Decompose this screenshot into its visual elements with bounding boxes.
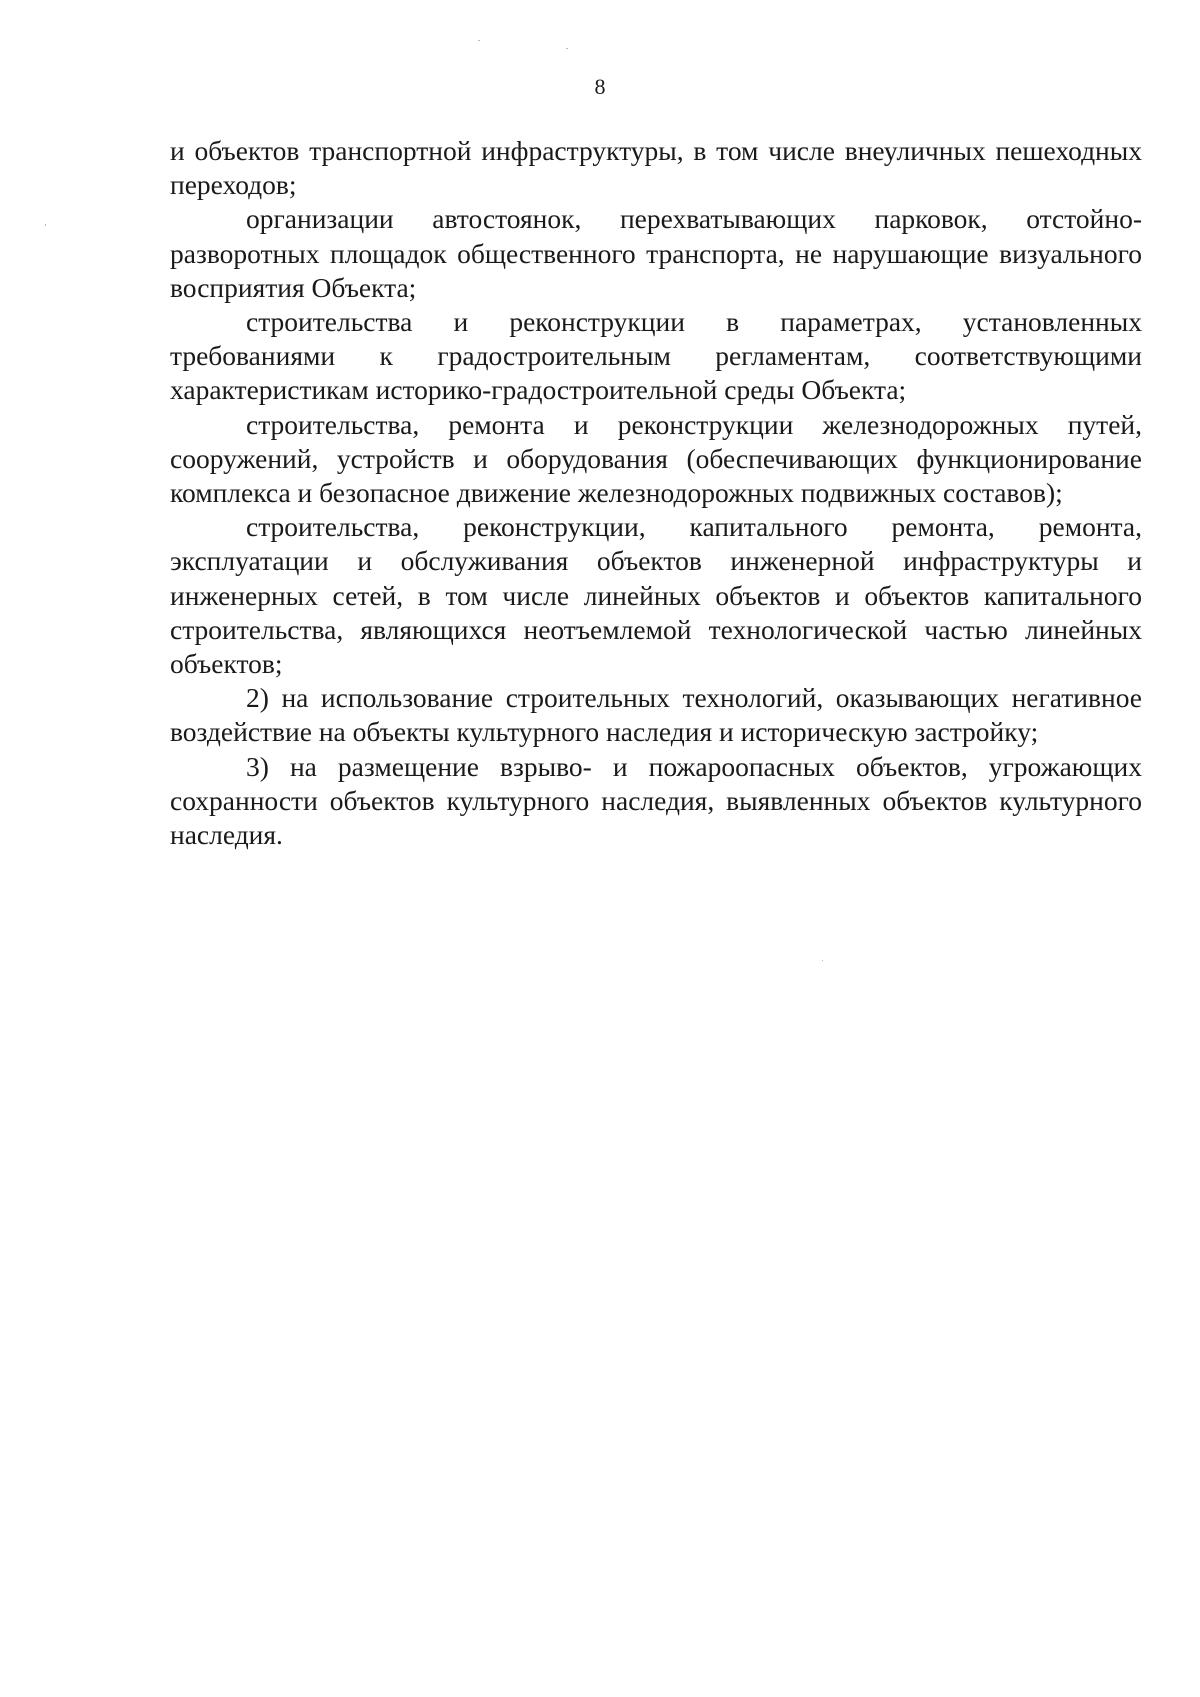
document-body (170, 134, 1142, 852)
paragraph-engineering-infrastructure: строительства, реконструкции, капитального ремонта, ремонта, эксплуатации и обслуживания объектов инженерной инфраструктуры и инженерных сетей, в том числе линейных объектов и объектов капитального строительства, являющихся неотъемлемой технологической частью линейных объектов; (170, 511, 1142, 680)
paragraph-construction-parameters: строительства и реконструкции в параметрах, установленных требованиями к градостроительным регламентам, соответствующими характеристикам историко-градостроительной среды Объекта; (170, 306, 1142, 406)
paragraph-parking: организации автостоянок, перехватывающих парковок, отстойно-разворотных площадок общественного транспорта, не нарушающие визуального восприятия Объекта; (170, 203, 1142, 303)
scan-speck (566, 48, 568, 49)
paragraph-railway: строительства, ремонта и реконструкции железнодорожных путей, сооружений, устройств и оборудования (обеспечивающих функционирование комплекса и безопасное движение железнодорожных подвижных составов); (170, 408, 1142, 509)
paragraph-item-2: 2) на использование строительных технологий, оказывающих негативное воздействие на объекты культурного наследия и историческую застройку; (170, 682, 1142, 748)
paragraph-transport-infrastructure: и объектов транспортной инфраструктуры, в том числе внеуличных пешеходных переходов; (170, 135, 1142, 201)
scan-speck (822, 960, 823, 961)
paragraph-item-3: 3) на размещение взрыво- и пожароопасных объектов, угрожающих сохранности объектов культурного наследия, выявленных объектов культурного наследия. (170, 750, 1142, 851)
scan-speck (478, 40, 480, 41)
page-number: 8 (594, 74, 606, 99)
scan-speck (45, 224, 46, 226)
